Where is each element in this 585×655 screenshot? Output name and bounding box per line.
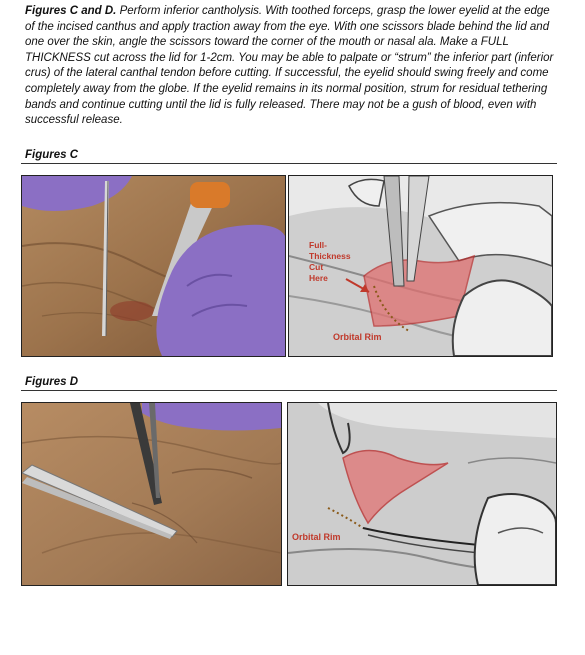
full-thickness-label-line2: Thickness — [309, 251, 351, 261]
figure-c-illustration — [288, 175, 553, 357]
figure-c-divider — [21, 163, 557, 164]
figure-d-divider — [21, 390, 557, 391]
figure-d-photo — [21, 402, 282, 586]
orbital-rim-label-d: Orbital Rim — [292, 532, 341, 542]
paragraph-heading: Figures C and D. — [25, 5, 117, 17]
full-thickness-label-line1: Full- — [309, 240, 327, 250]
figure-c-title: Figures C — [25, 149, 79, 161]
instruction-paragraph — [25, 4, 560, 129]
figure-c-photo — [21, 175, 286, 357]
paragraph-body: Perform inferior cantholysis. With toothed forceps, grasp the lower eyelid at the edge of the incised canthus and apply traction away from the eye. With one scissors blade behind the lid and one over the skin, angle the scissors toward the corner of the mouth or nasal ala. Make a FULL THICKNESS cut across the lid for 1-2cm. You may be able to palpate or “strum” the inferior part (inferior crus) of the lateral canthal tendon before cutting. If successful, the eyelid should swing freely and come completely away from the globe. If the eyelid remains in its normal position, strum for residual tethering bands and continue cutting until the lid is fully released. There may not be a gush of blood, even with successful release. — [25, 5, 554, 127]
figure-d-title: Figures D — [25, 376, 79, 388]
full-thickness-label-line3: Cut — [309, 262, 324, 272]
orbital-rim-label-c: Orbital Rim — [333, 332, 382, 342]
full-thickness-label-line4: Here — [309, 273, 328, 283]
figure-d-illustration — [287, 402, 557, 586]
